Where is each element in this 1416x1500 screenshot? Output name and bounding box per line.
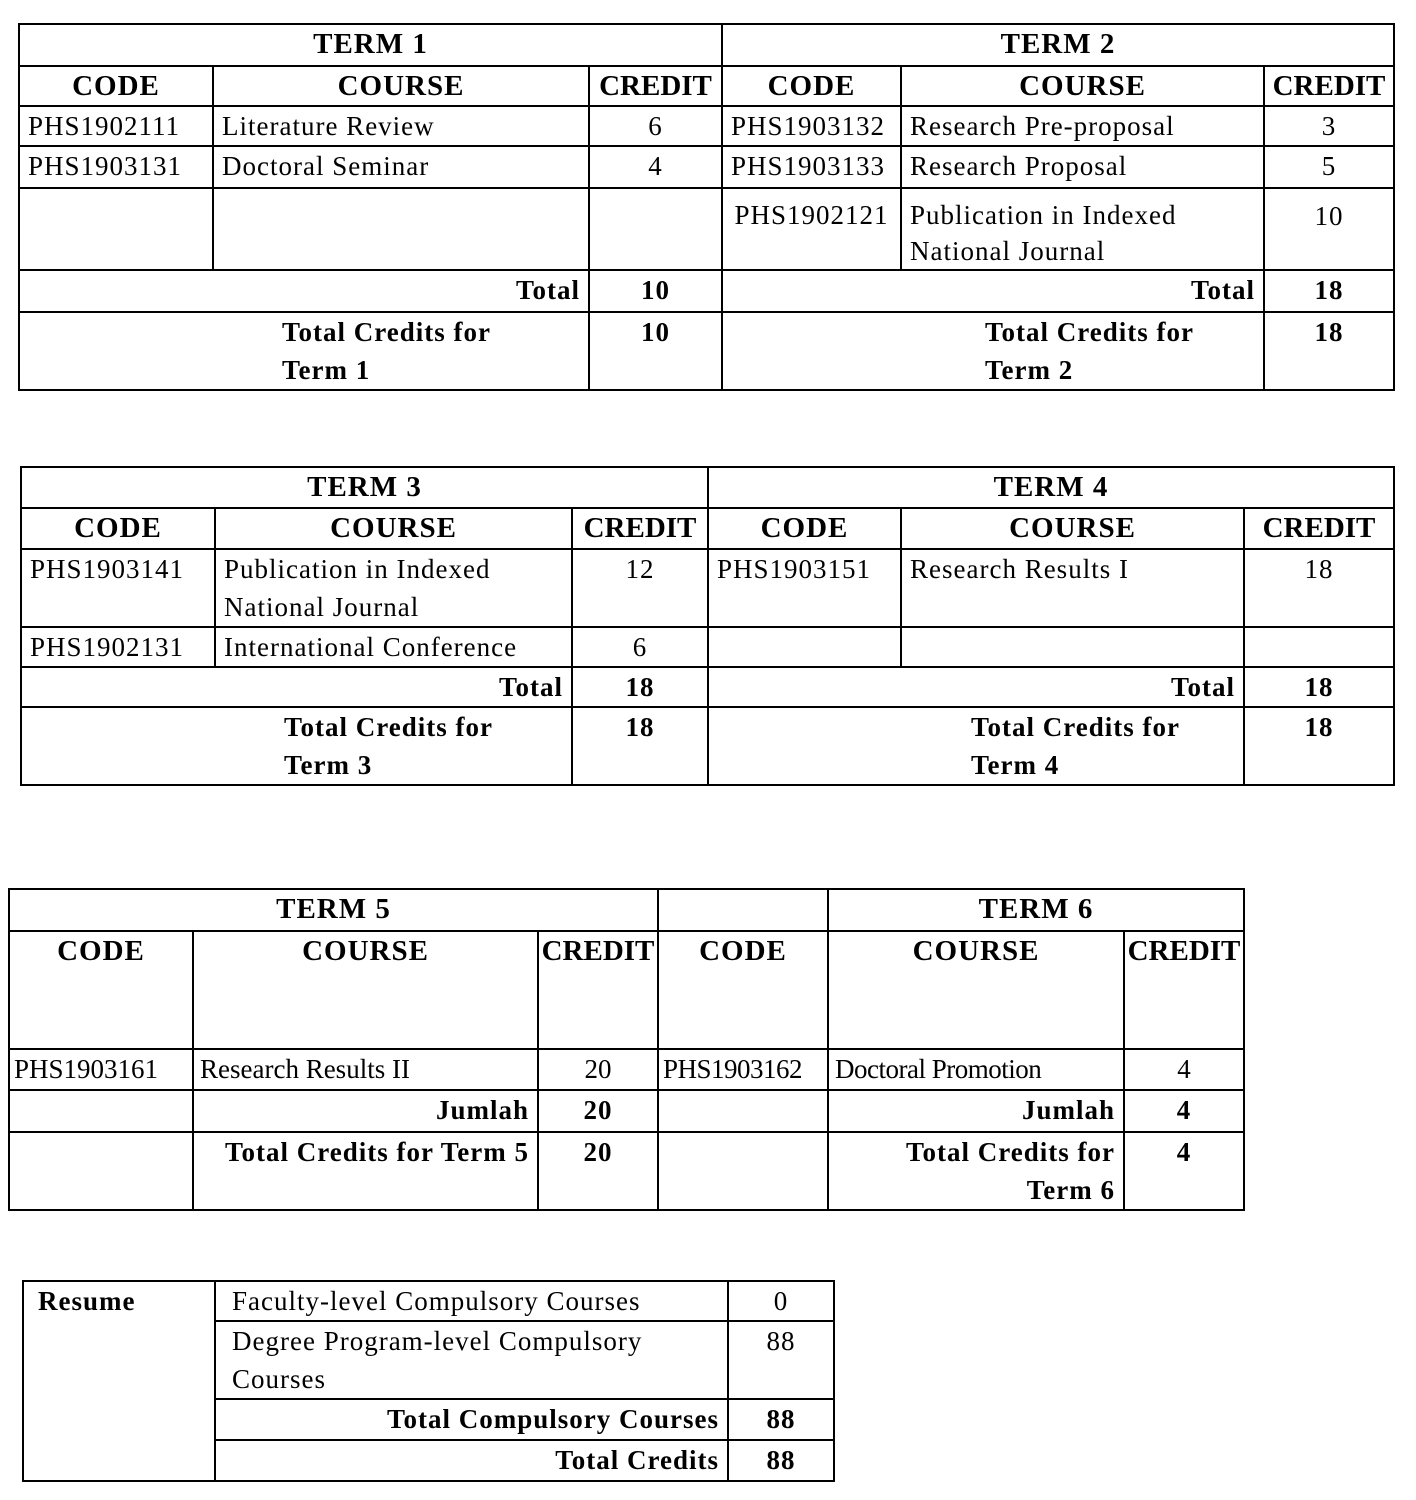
course-credit: 12	[572, 549, 708, 627]
course-header: COURSE	[901, 508, 1244, 549]
course-credit: 4	[1124, 1049, 1244, 1090]
total-credits-label: Total Credits for Term 2	[722, 312, 1264, 390]
course-credit: 10	[1264, 188, 1394, 270]
code-header: CODE	[9, 931, 193, 1049]
course-name: Doctoral Promotion	[828, 1049, 1124, 1090]
credit-header: CREDIT	[572, 508, 708, 549]
course-code: PHS1903161	[9, 1049, 193, 1090]
course-credit: 18	[1244, 549, 1394, 627]
term-6-title: TERM 6	[828, 889, 1244, 931]
course-name: International Conference	[215, 627, 572, 667]
course-code: PHS1903141	[21, 549, 215, 627]
terms-1-2-table	[18, 23, 1395, 391]
course-credit: 6	[589, 106, 722, 146]
course-header: COURSE	[828, 931, 1124, 1049]
resume-item-value: 88	[728, 1321, 834, 1399]
course-name: Publication in Indexed National Journal	[901, 188, 1264, 270]
course-code: PHS1903133	[722, 146, 901, 188]
resume-item-label: Faculty-level Compulsory Courses	[215, 1281, 728, 1321]
table-row	[19, 188, 1394, 270]
total-value: 18	[1244, 667, 1394, 707]
total-value: 10	[589, 270, 722, 312]
course-code: PHS1902131	[21, 627, 215, 667]
jumlah-value: 4	[1124, 1090, 1244, 1132]
terms-5-6-table	[8, 888, 1245, 1211]
table-row	[9, 1049, 1244, 1090]
course-code: PHS1902121	[722, 188, 901, 270]
total-credits-label: Total Credits for Term 5	[193, 1132, 538, 1210]
credit-header: CREDIT	[1244, 508, 1394, 549]
code-header: CODE	[722, 66, 901, 106]
resume-label: Resume	[23, 1281, 215, 1481]
table-row	[21, 627, 1394, 667]
course-code: PHS1903131	[19, 146, 213, 188]
terms-3-4-table	[20, 466, 1395, 786]
term-2-title: TERM 2	[722, 24, 1394, 66]
course-name: Research Proposal	[901, 146, 1264, 188]
credit-header: CREDIT	[1264, 66, 1394, 106]
total-label: Total	[21, 667, 572, 707]
total-label: Total	[19, 270, 589, 312]
credit-header: CREDIT	[1124, 931, 1244, 1049]
credit-header: CREDIT	[538, 931, 658, 1049]
total-credits-value: 88	[728, 1440, 834, 1481]
total-label: Total	[708, 667, 1244, 707]
total-credits-value: 4	[1124, 1132, 1244, 1210]
total-compulsory-label: Total Compulsory Courses	[215, 1399, 728, 1440]
total-credits-label: Total Credits for Term 3	[21, 707, 572, 785]
total-credits-value: 20	[538, 1132, 658, 1210]
jumlah-label: Jumlah	[193, 1090, 538, 1132]
resume-table	[22, 1280, 835, 1482]
term-5-title: TERM 5	[9, 889, 658, 931]
term-4-title: TERM 4	[708, 467, 1394, 508]
total-credits-label: Total Credits for Term 6	[828, 1132, 1124, 1210]
course-code: PHS1903132	[722, 106, 901, 146]
course-header: COURSE	[215, 508, 572, 549]
total-credits-value: 18	[1244, 707, 1394, 785]
course-credit: 5	[1264, 146, 1394, 188]
total-credits-label: Total Credits for Term 4	[708, 707, 1244, 785]
table-row	[21, 549, 1394, 627]
table-row	[19, 146, 1394, 188]
course-name: Literature Review	[213, 106, 589, 146]
course-credit: 20	[538, 1049, 658, 1090]
course-code: PHS1903151	[708, 549, 901, 627]
course-header: COURSE	[901, 66, 1264, 106]
total-compulsory-value: 88	[728, 1399, 834, 1440]
course-code: PHS1903162	[658, 1049, 828, 1090]
jumlah-label: Jumlah	[828, 1090, 1124, 1132]
code-header: CODE	[708, 508, 901, 549]
course-header: COURSE	[193, 931, 538, 1049]
total-credits-label: Total Credits for Term 1	[19, 312, 589, 390]
course-credit: 6	[572, 627, 708, 667]
course-name: Research Results II	[193, 1049, 538, 1090]
term-3-title: TERM 3	[21, 467, 708, 508]
course-name: Doctoral Seminar	[213, 146, 589, 188]
total-credits-value: 10	[589, 312, 722, 390]
credit-header: CREDIT	[589, 66, 722, 106]
resume-item-label: Degree Program-level Compulsory Courses	[215, 1321, 728, 1399]
course-name: Publication in Indexed National Journal	[215, 549, 572, 627]
code-header: CODE	[19, 66, 213, 106]
total-credits-value: 18	[572, 707, 708, 785]
total-label: Total	[722, 270, 1264, 312]
course-name: Research Pre-proposal	[901, 106, 1264, 146]
course-code: PHS1902111	[19, 106, 213, 146]
course-credit: 4	[589, 146, 722, 188]
course-credit: 3	[1264, 106, 1394, 146]
jumlah-value: 20	[538, 1090, 658, 1132]
resume-item-value: 0	[728, 1281, 834, 1321]
course-header: COURSE	[213, 66, 589, 106]
table-row	[19, 106, 1394, 146]
total-credits-label: Total Credits	[215, 1440, 728, 1481]
total-credits-value: 18	[1264, 312, 1394, 390]
code-header: CODE	[21, 508, 215, 549]
code-header: CODE	[658, 931, 828, 1049]
term-1-title: TERM 1	[19, 24, 722, 66]
course-name: Research Results I	[901, 549, 1244, 627]
total-value: 18	[1264, 270, 1394, 312]
total-value: 18	[572, 667, 708, 707]
